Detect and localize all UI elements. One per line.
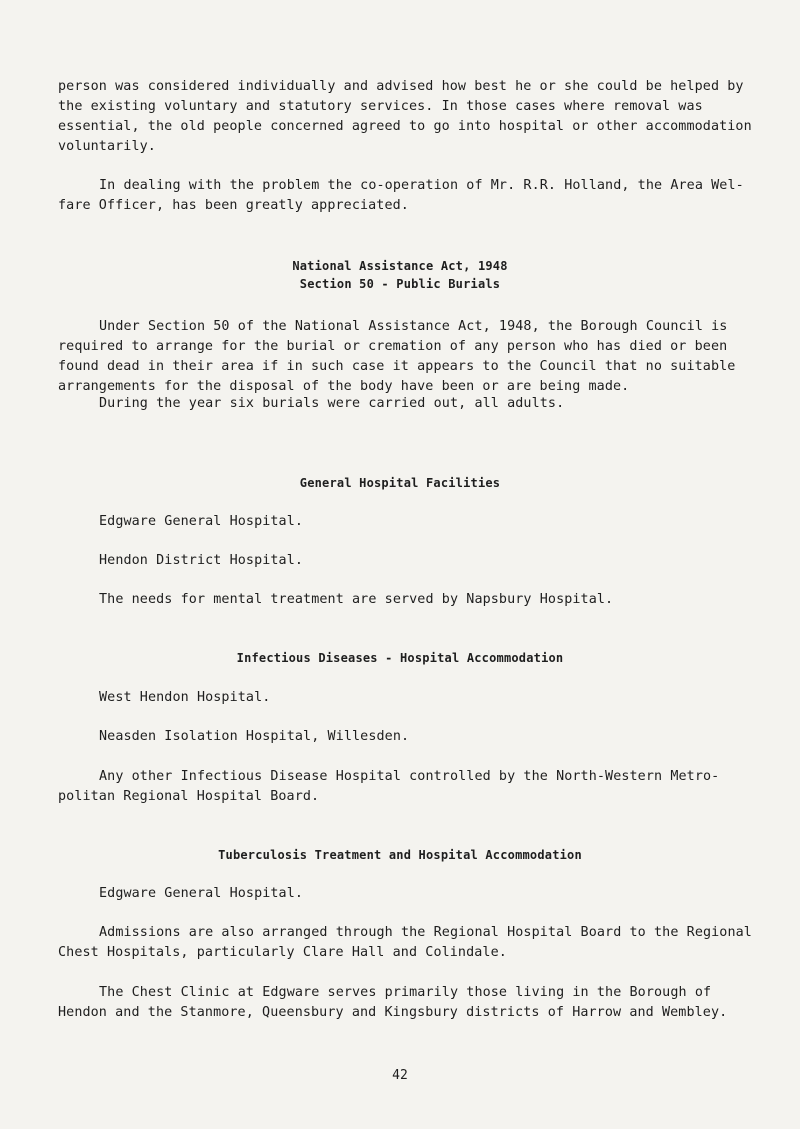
heading-general-hospital-facilities [0, 474, 800, 492]
heading-line: National Assistance Act, 1948 [292, 259, 508, 273]
text-line: Hendon and the Stanmore, Queensbury and Kingsbury districts of Harrow and Wembley. [58, 1005, 728, 1020]
text-line: required to arrange for the burial or cremation of any person who has died or been [58, 339, 728, 354]
text-line: essential, the old people concerned agreed to go into hospital or other accommodation [58, 119, 752, 134]
text-line: arrangements for the disposal of the body have been or are being made. [58, 379, 630, 394]
text-line: politan Regional Hospital Board. [58, 789, 320, 804]
text-line: Any other Infectious Disease Hospital controlled by the North-Western Metro- [99, 769, 720, 784]
text-line: Hendon District Hospital. [99, 553, 304, 568]
paragraph-hendon-district [58, 551, 748, 571]
text-line: the existing voluntary and statutory services. In those cases where removal was [58, 99, 703, 114]
text-line: West Hendon Hospital. [99, 690, 271, 705]
paragraph-section-50 [58, 317, 748, 397]
heading-infectious-diseases [0, 649, 800, 667]
paragraph-west-hendon [58, 688, 748, 708]
text-line: The Chest Clinic at Edgware serves primarily those living in the Borough of [99, 985, 712, 1000]
paragraph-mental-treatment [58, 590, 748, 610]
heading-line: Section 50 - Public Burials [299, 277, 501, 291]
text-line: Edgware General Hospital. [99, 886, 304, 901]
heading-line: Tuberculosis Treatment and Hospital Accommodation [218, 848, 582, 862]
page-number: 42 [392, 1068, 408, 1083]
heading-tuberculosis [0, 846, 800, 864]
text-line: Neasden Isolation Hospital, Willesden. [99, 729, 410, 744]
text-line: voluntarily. [58, 139, 156, 154]
text-line: In dealing with the problem the co-operation of Mr. R.R. Holland, the Area Wel- [99, 178, 744, 193]
paragraph-edgware-general [58, 512, 748, 532]
text-line: Under Section 50 of the National Assistance Act, 1948, the Borough Council is [99, 319, 728, 334]
paragraph-edgware-general-tb [58, 884, 748, 904]
heading-line: General Hospital Facilities [299, 476, 501, 490]
paragraph-cooperation [58, 176, 748, 216]
heading-national-assistance-act [0, 257, 800, 293]
paragraph-other-infectious [58, 767, 748, 807]
text-line: Admissions are also arranged through the Regional Hospital Board to the Regional [99, 925, 752, 940]
paragraph-chest-clinic [58, 983, 748, 1023]
paragraph-neasden-isolation [58, 727, 748, 747]
paragraph-removal-cases [58, 77, 752, 157]
text-line: Chest Hospitals, particularly Clare Hall and Colindale. [58, 945, 507, 960]
text-line: found dead in their area if in such case it appears to the Council that no suitable [58, 359, 736, 374]
paragraph-burials-count [58, 394, 748, 414]
paragraph-admissions [58, 923, 752, 963]
text-line: Edgware General Hospital. [99, 514, 304, 529]
text-line: The needs for mental treatment are served by Napsbury Hospital. [99, 592, 614, 607]
text-line: person was considered individually and advised how best he or she could be helped by [58, 79, 744, 94]
heading-line: Infectious Diseases - Hospital Accommodation [236, 651, 564, 665]
text-line: During the year six burials were carried out, all adults. [99, 396, 565, 411]
text-line: fare Officer, has been greatly appreciated. [58, 198, 409, 213]
